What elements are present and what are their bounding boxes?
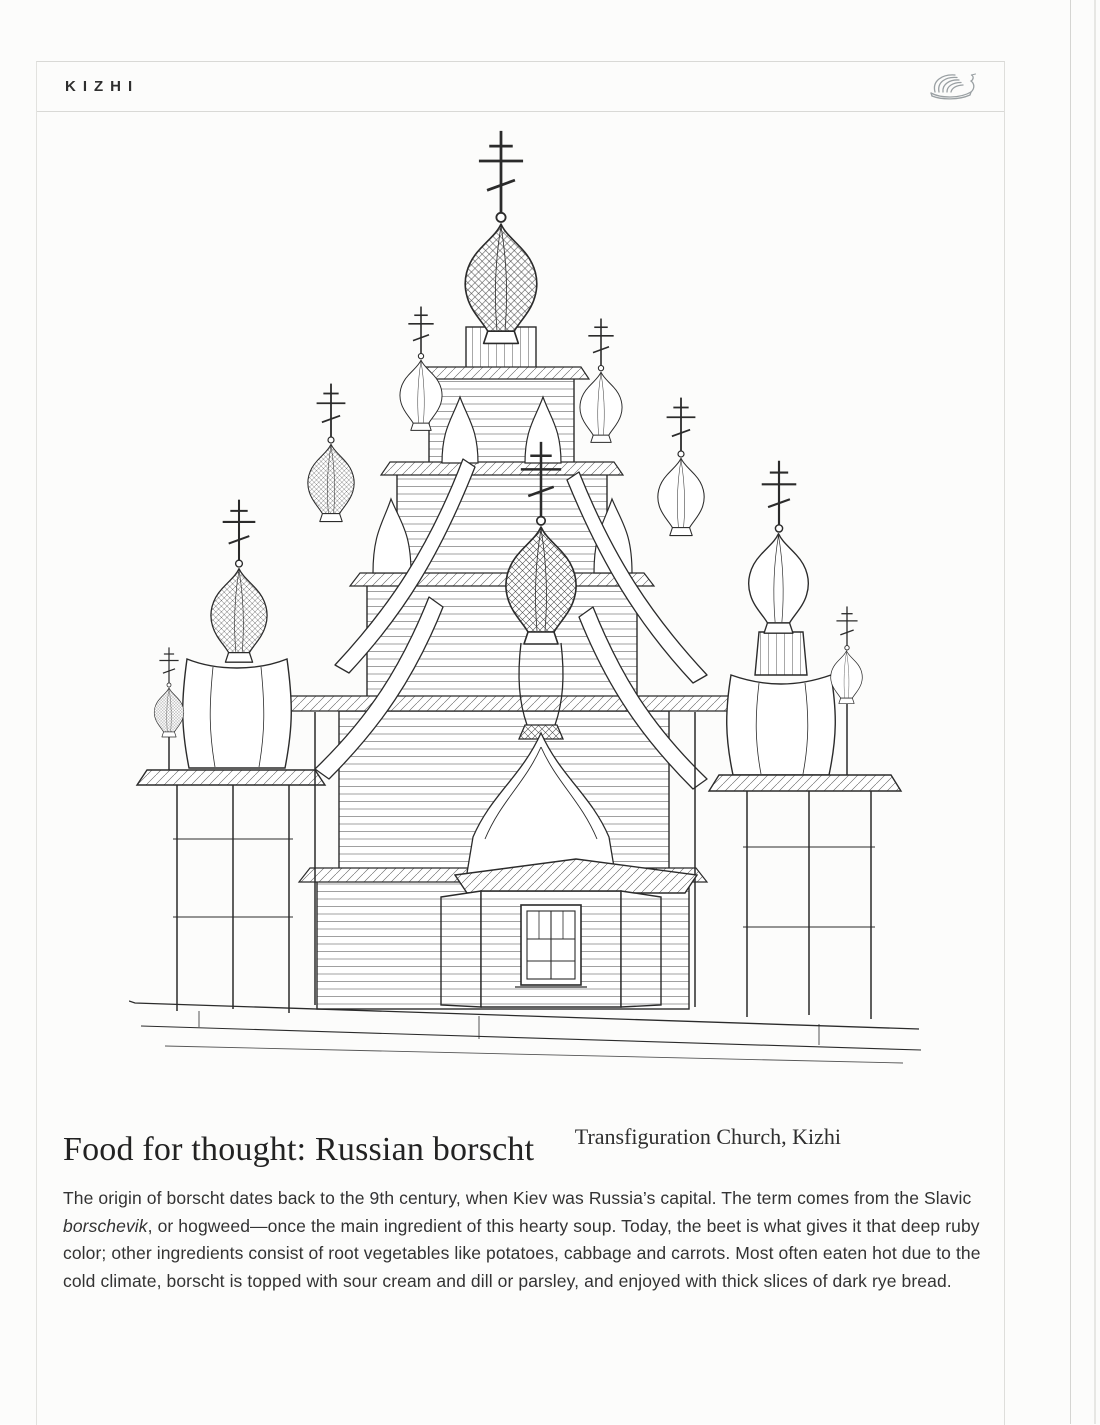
content-frame: [36, 61, 1005, 1425]
page-edge-shadow: [1094, 0, 1096, 1424]
page-header: [37, 62, 1004, 112]
church-illustration: [129, 127, 929, 1149]
church-drawing: [129, 127, 929, 1067]
page-title: KIZHI: [65, 78, 140, 95]
paragraph-text-1: The origin of borscht dates back to the 9th century, when Kiev was Russia’s capital. The term comes from the Slavic: [63, 1188, 972, 1208]
article: [63, 1131, 990, 1295]
church-line-art: [129, 132, 921, 1063]
article-heading: Food for thought: Russian borscht: [63, 1131, 535, 1168]
paragraph-text-2: , or hogweed—once the main ingredient of this hearty soup. Today, the beet is what gives it that deep ruby color; other ingredients consist of root vegetables like potatoes, cabbage and carrots. Most often eaten hot due to the cold climate, borscht is topped with sour cream and dill or parsley, and enjoyed with thick slices of dark rye bread.: [63, 1215, 981, 1291]
paragraph-italic-term: borschevik: [63, 1215, 148, 1236]
illustration-caption: Transfiguration Church, Kizhi: [574, 1124, 841, 1149]
viking-ship-icon: [926, 71, 978, 103]
article-paragraph: [63, 1185, 990, 1295]
scan-edge-line: [1070, 0, 1071, 1424]
